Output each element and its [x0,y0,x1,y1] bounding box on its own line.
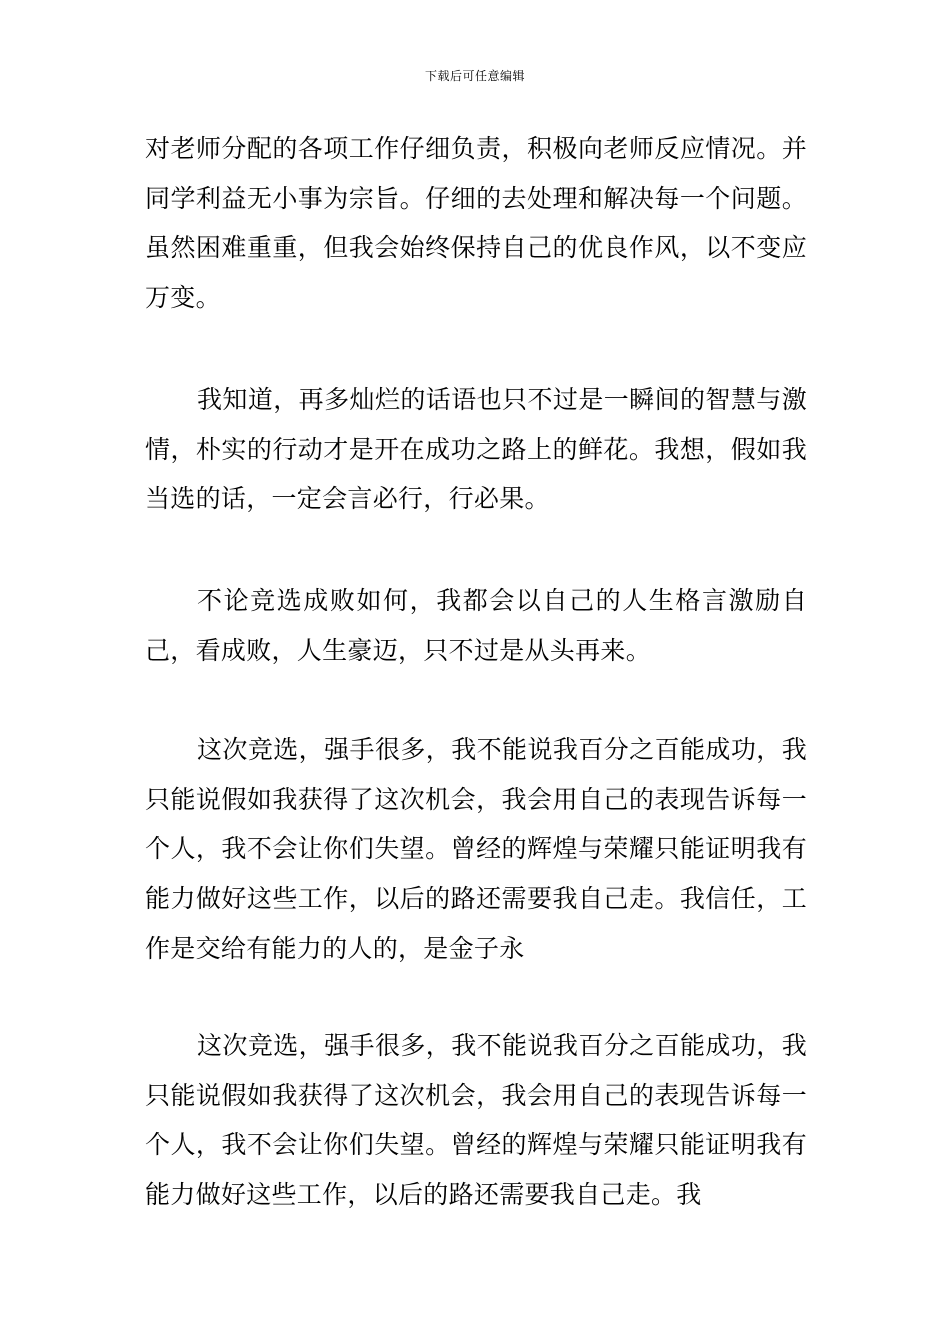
paragraph-3: 不论竞选成败如何，我都会以自己的人生格言激励自己，看成败，人生豪迈，只不过是从头再来。 [145,586,807,665]
paragraph-4: 这次竞选，强手很多，我不能说我百分之百能成功，我只能说假如我获得了这次机会，我会用自己的表现告诉每一个人，我不会让你们失望。曾经的辉煌与荣耀只能证明我有能力做好这些工作，以后的路还需要我自己走。我信任，工作是交给有能力的人的，是金子永 [145,735,807,963]
header-note: 下载后可任意编辑 [424,69,525,83]
paragraph-5: 这次竞选，强手很多，我不能说我百分之百能成功，我只能说假如我获得了这次机会，我会用自己的表现告诉每一个人，我不会让你们失望。曾经的辉煌与荣耀只能证明我有能力做好这些工作，以后的路还需要我自己走。我 [145,1031,807,1210]
paragraph-2: 我知道，再多灿烂的话语也只不过是一瞬间的智慧与激情，朴实的行动才是开在成功之路上的鲜花。我想，假如我当选的话，一定会言必行，行必果。 [145,385,807,514]
paragraph-1: 对老师分配的各项工作仔细负责，积极向老师反应情况。并同学利益无小事为宗旨。仔细的去处理和解决每一个问题。虽然困难重重，但我会始终保持自己的优良作风，以不变应万变。 [145,134,807,313]
